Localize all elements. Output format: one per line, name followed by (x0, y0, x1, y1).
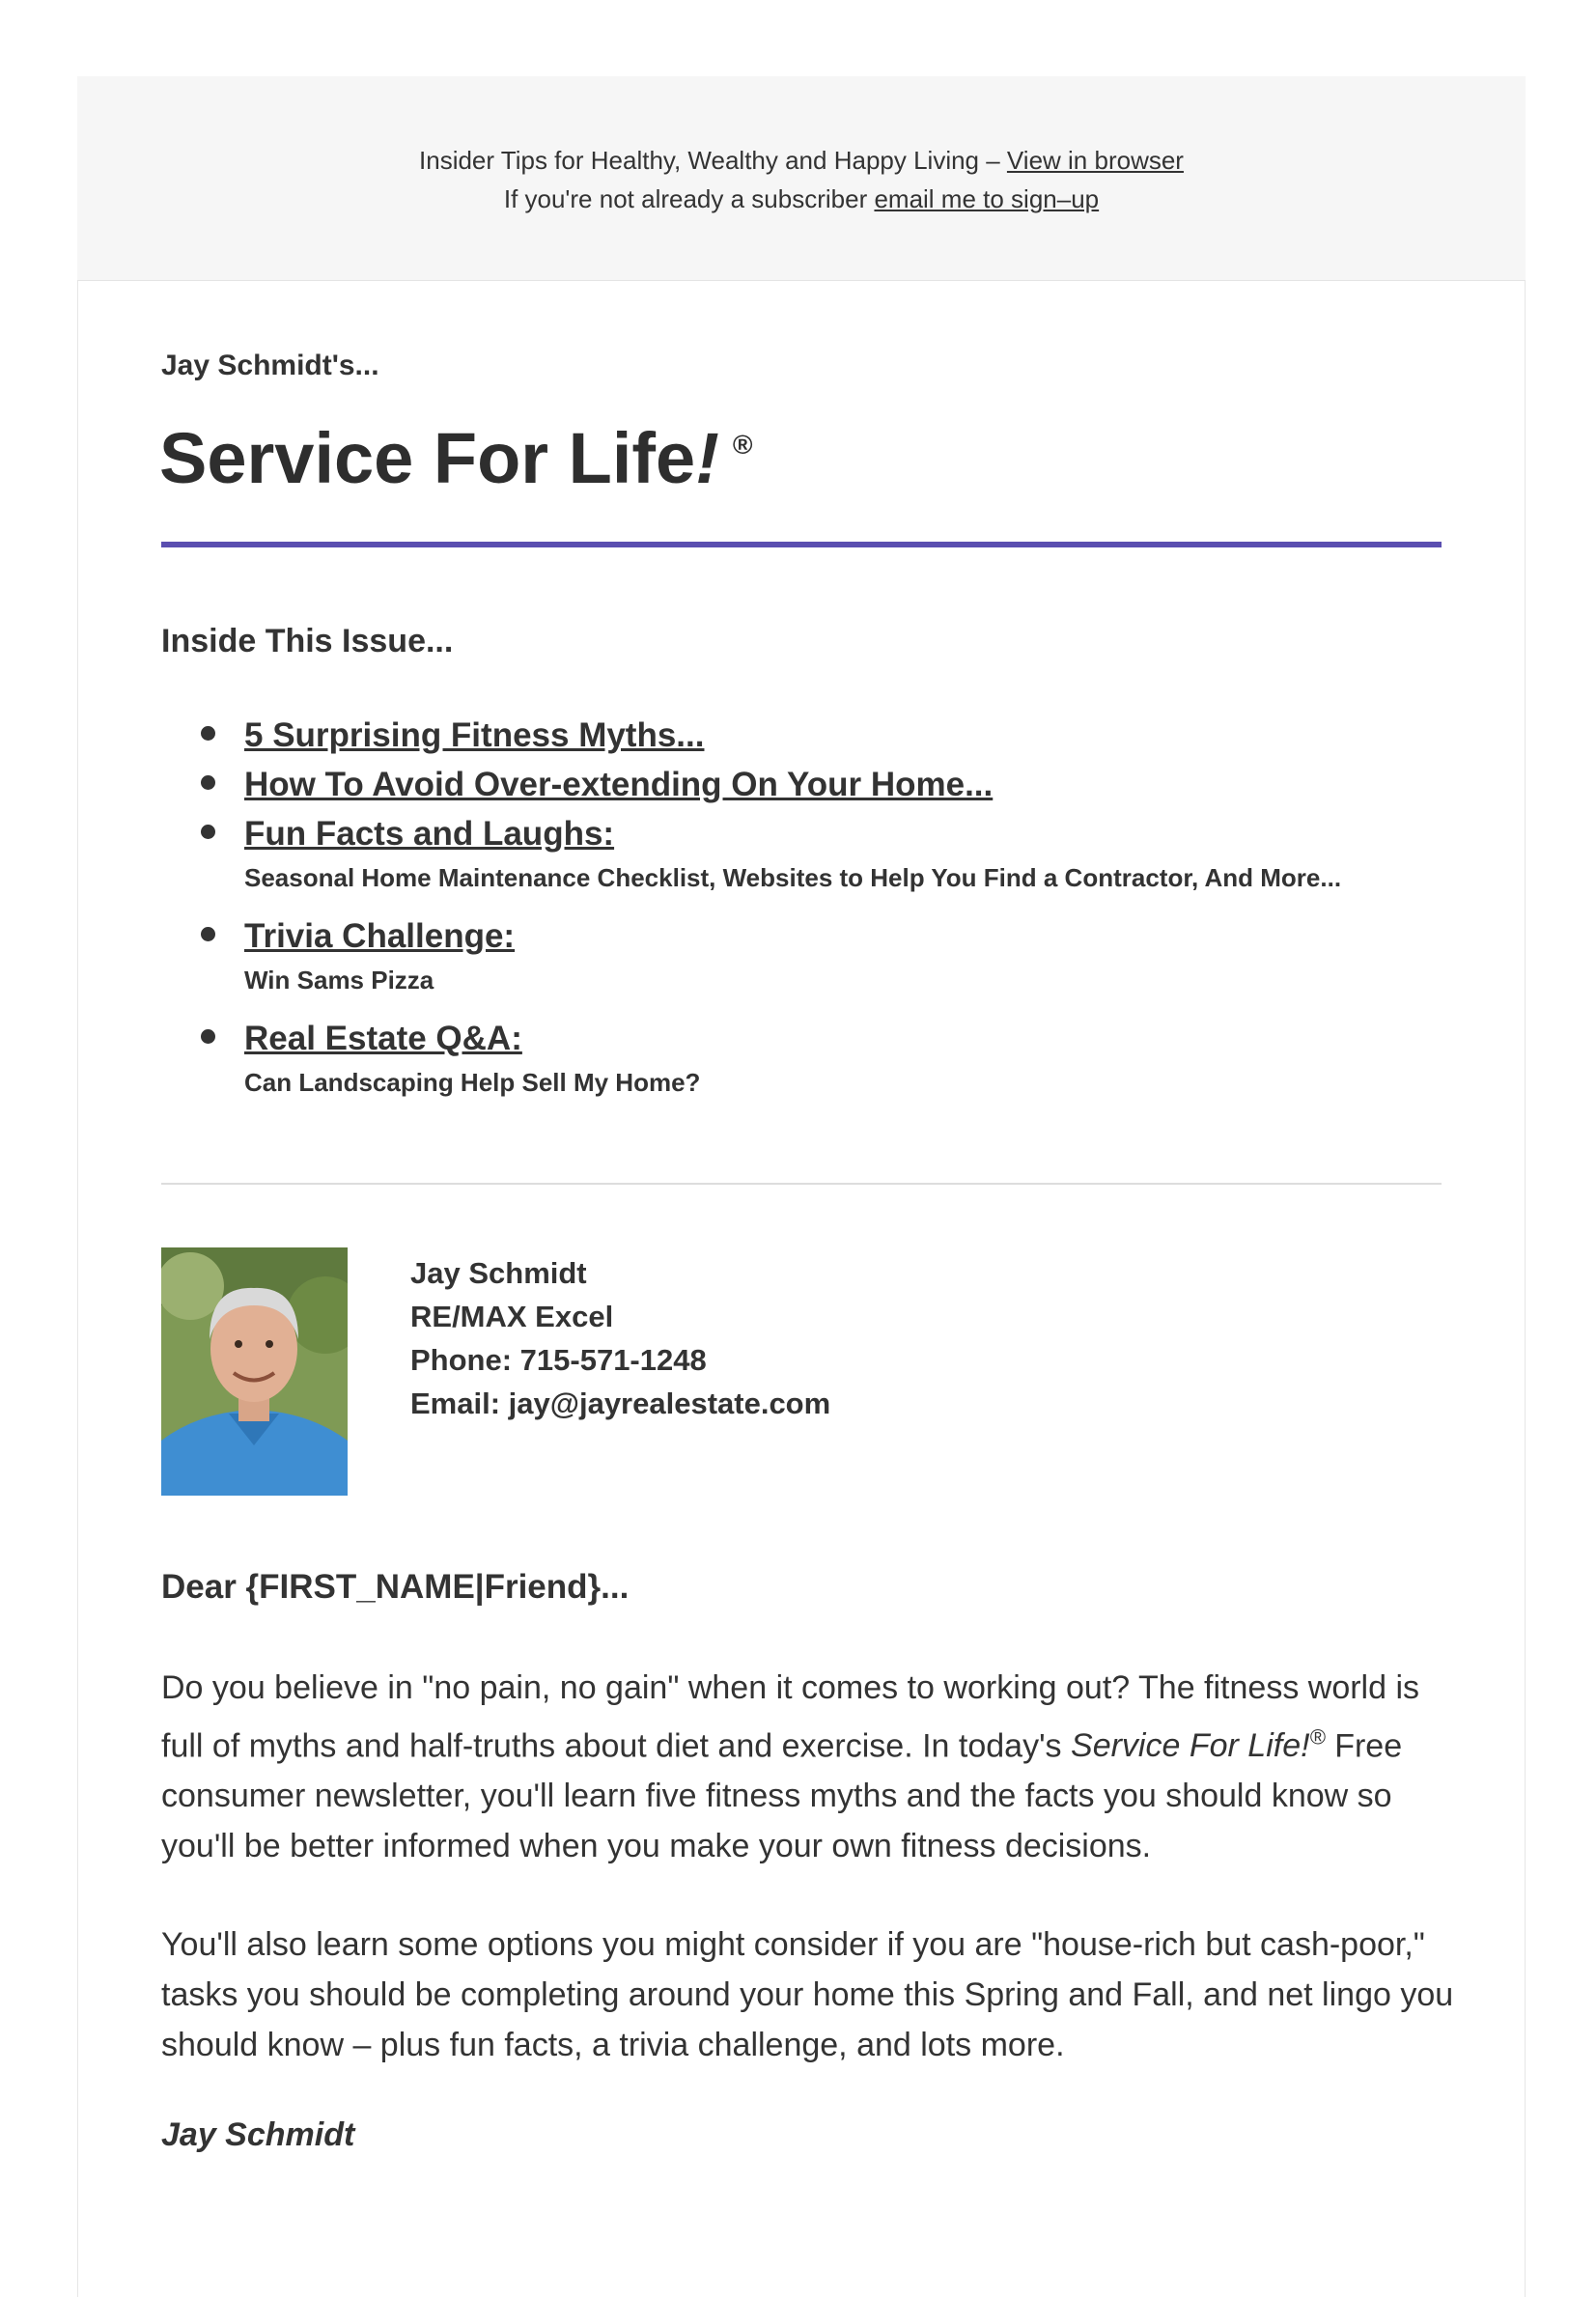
toc-subtitle: Can Landscaping Help Sell My Home? (244, 1068, 701, 1097)
bullet-icon (201, 825, 215, 839)
agent-phone: Phone: 715-571-1248 (410, 1343, 707, 1377)
intro-paragraph-2: You'll also learn some options you might consider if you are "house-rich but cash-poor," tasks you should be completing around your home this Spring and Fall, and net lingo you should know – plus fun facts, a trivia challenge, and lots more. (161, 1926, 1454, 2063)
toc-subtitle: Seasonal Home Maintenance Checklist, Websites to Help You Find a Contractor, And More... (244, 863, 1342, 892)
toc-link-trivia[interactable]: Trivia Challenge: (244, 917, 516, 955)
toc-link-fitness-myths[interactable]: 5 Surprising Fitness Myths... (244, 716, 705, 754)
view-in-browser-link[interactable]: View in browser (1006, 146, 1184, 175)
newsletter-title: Service For Life! ® (159, 418, 753, 498)
toc-link-over-extending[interactable]: How To Avoid Over-extending On Your Home... (244, 766, 994, 803)
toc-link-fun-facts[interactable]: Fun Facts and Laughs: (244, 815, 615, 853)
list-item (161, 760, 1442, 809)
preheader-line-2: If you're not already a subscriber email me to sign–up (503, 184, 1100, 213)
greeting: Dear {FIRST_NAME|Friend}... (161, 1568, 630, 1606)
list-item (161, 711, 1442, 760)
registered-mark: ® (732, 430, 753, 460)
toc-link-real-estate-qa[interactable]: Real Estate Q&A: (244, 1020, 522, 1057)
issue-contents-list (161, 711, 1442, 1116)
bullet-icon (201, 1029, 215, 1044)
bullet-icon (201, 927, 215, 941)
title-divider (161, 542, 1442, 547)
preheader (77, 76, 1526, 281)
agent-name: Jay Schmidt (410, 1256, 587, 1290)
signup-link[interactable]: email me to sign–up (874, 184, 1100, 213)
newsletter-eyebrow: Jay Schmidt's... (161, 350, 379, 381)
list-item (161, 1014, 1442, 1100)
agent-contact (410, 1251, 830, 1425)
section-divider (161, 1183, 1442, 1185)
signature: Jay Schmidt (161, 2116, 355, 2153)
agent-email: Email: jay@jayrealestate.com (410, 1387, 831, 1420)
toc-subtitle: Win Sams Pizza (244, 966, 434, 994)
agent-portrait-icon (161, 1247, 348, 1496)
intro-paragraph-1: Do you believe in "no pain, no gain" when it comes to working out? The fitness world is full of myths and half-truths about diet and exercise. In today's Service For Life!® Free consumer newsletter, you'll learn five fitness myths and the facts you should know so you'll be better informed when you make your own fitness decisions. (161, 1669, 1420, 1865)
agent-company: RE/MAX Excel (410, 1300, 614, 1333)
agent-photo (161, 1247, 348, 1496)
list-item (161, 809, 1442, 895)
list-item (161, 911, 1442, 997)
issue-heading: Inside This Issue... (161, 623, 454, 659)
bullet-icon (201, 726, 215, 741)
preheader-line-1: Insider Tips for Healthy, Wealthy and Happy Living – View in browser (419, 146, 1184, 175)
bullet-icon (201, 775, 215, 790)
